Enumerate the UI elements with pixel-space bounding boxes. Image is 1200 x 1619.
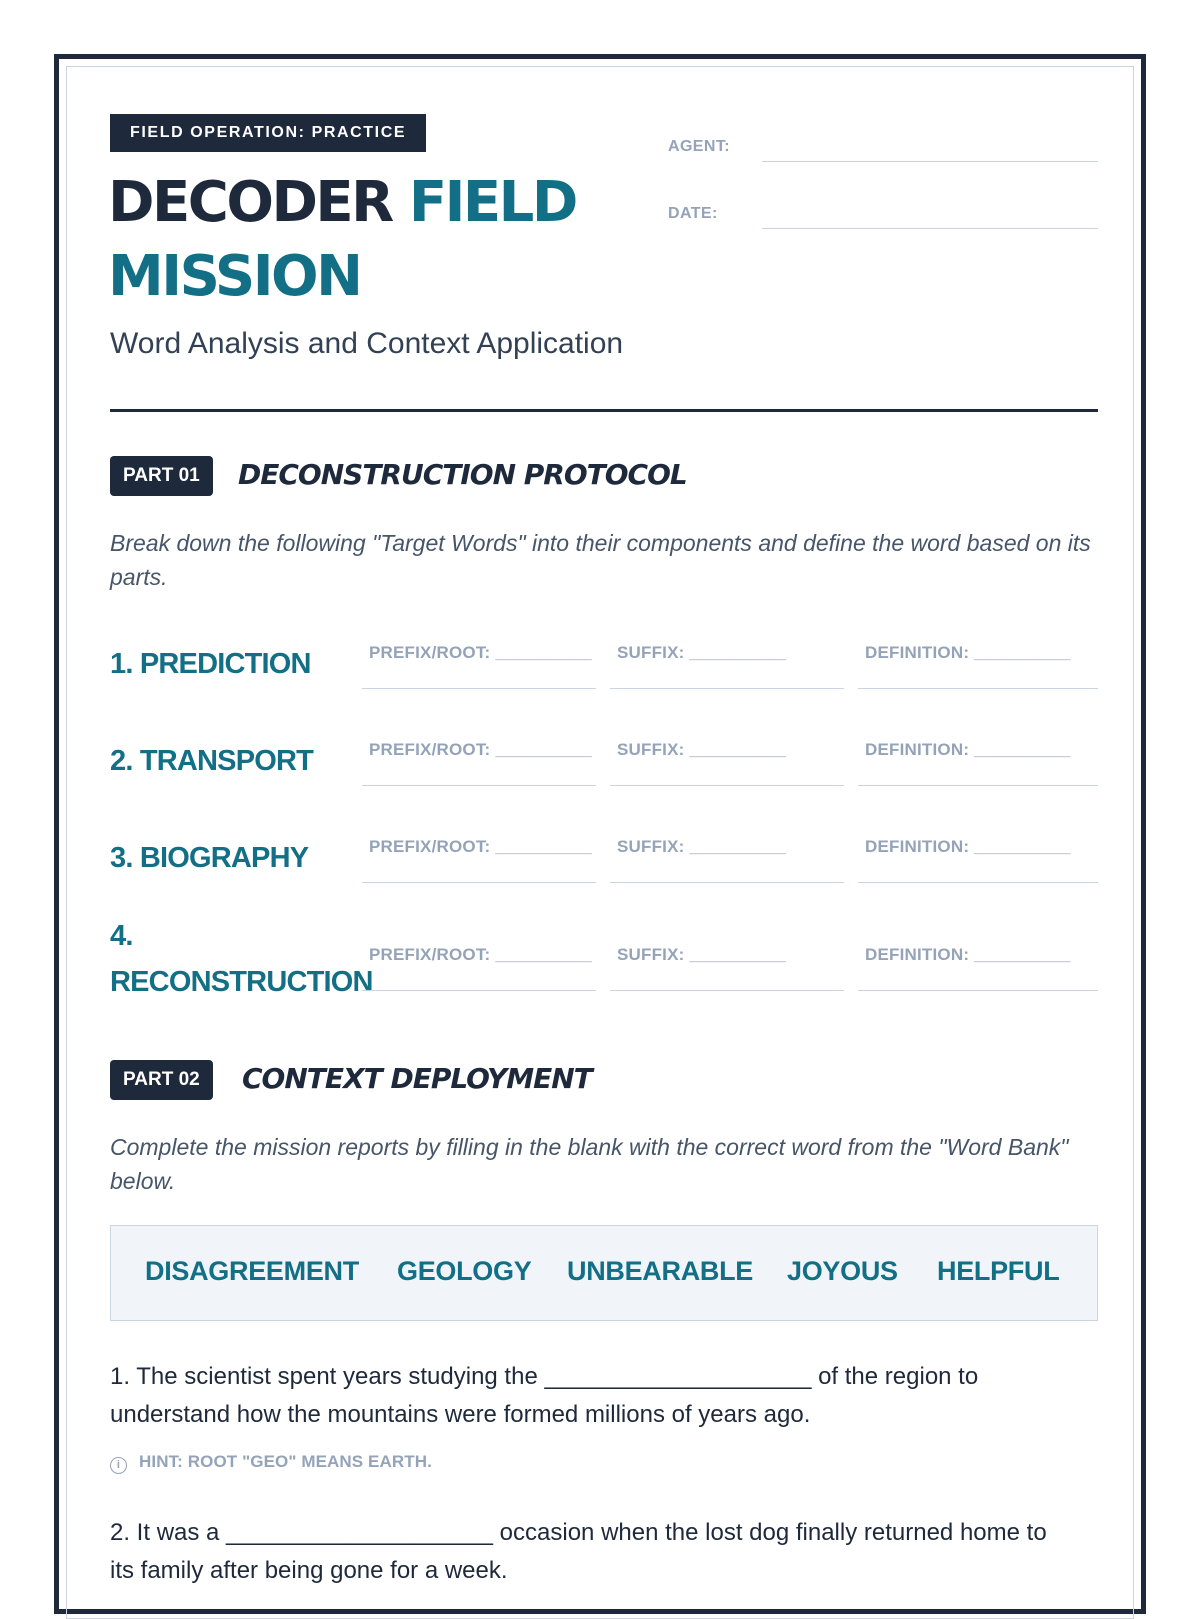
part-1-instructions: Break down the following "Target Words" into their components and define the word based on its parts. (110, 530, 1091, 590)
word-bank-item: GEOLOGY (397, 1256, 532, 1286)
word-row-2 (110, 725, 1098, 795)
operation-badge: FIELD OPERATION: PRACTICE (110, 114, 426, 152)
prefix-root-label: PREFIX/ROOT: __________ (369, 740, 592, 759)
info-icon: i (110, 1457, 127, 1474)
page-subtitle: Word Analysis and Context Application (110, 327, 624, 360)
prefix-root-field[interactable] (362, 725, 596, 786)
target-word: 4. RECONSTRUCTION (110, 920, 373, 998)
suffix-label: SUFFIX: __________ (617, 945, 786, 964)
word-bank (110, 1225, 1098, 1321)
prefix-root-label: PREFIX/ROOT: __________ (369, 945, 592, 964)
definition-label: DEFINITION: __________ (865, 643, 1071, 662)
prefix-root-field[interactable] (362, 822, 596, 883)
report-1-hint (110, 1452, 432, 1474)
agent-field[interactable] (668, 126, 1098, 162)
suffix-field[interactable] (610, 725, 844, 786)
target-word: 1. PREDICTION (110, 648, 311, 680)
definition-field[interactable] (858, 725, 1098, 786)
part-2-badge: PART 02 (110, 1060, 213, 1100)
word-row-3 (110, 822, 1098, 892)
word-row-4 (110, 913, 1098, 1011)
agent-input-line[interactable] (762, 161, 1098, 162)
definition-field[interactable] (858, 628, 1098, 689)
target-word: 3. BIOGRAPHY (110, 842, 309, 874)
target-word: 2. TRANSPORT (110, 745, 314, 777)
word-bank-item: HELPFUL (937, 1256, 1060, 1286)
word-bank-item: DISAGREEMENT (145, 1256, 359, 1286)
prefix-root-field[interactable] (362, 930, 596, 991)
definition-label: DEFINITION: __________ (865, 837, 1071, 856)
prefix-root-label: PREFIX/ROOT: __________ (369, 643, 592, 662)
part-2-title: CONTEXT DEPLOYMENT (242, 1062, 592, 1095)
agent-label: AGENT: (668, 138, 730, 155)
header-divider (110, 409, 1098, 412)
prefix-root-label: PREFIX/ROOT: __________ (369, 837, 592, 856)
suffix-field[interactable] (610, 628, 844, 689)
suffix-label: SUFFIX: __________ (617, 740, 786, 759)
page-title (108, 166, 668, 314)
part-1-badge: PART 01 (110, 456, 213, 496)
mission-report-2: 2. It was a ____________________ occasion when the lost dog finally returned home to its family after being gone for a week. (110, 1519, 1047, 1584)
word-row-1 (110, 628, 1098, 698)
suffix-label: SUFFIX: __________ (617, 837, 786, 856)
suffix-field[interactable] (610, 930, 844, 991)
definition-field[interactable] (858, 930, 1098, 991)
definition-label: DEFINITION: __________ (865, 740, 1071, 759)
date-label: DATE: (668, 205, 718, 222)
part-1-title: DECONSTRUCTION PROTOCOL (238, 458, 687, 491)
word-bank-item: UNBEARABLE (567, 1256, 754, 1286)
prefix-root-field[interactable] (362, 628, 596, 689)
title-part-1: DECODER (108, 170, 392, 235)
definition-field[interactable] (858, 822, 1098, 883)
date-field[interactable] (668, 193, 1098, 229)
suffix-field[interactable] (610, 822, 844, 883)
title-part-2: FIELD MISSION (108, 170, 576, 309)
word-bank-item: JOYOUS (787, 1256, 898, 1286)
part-2-instructions: Complete the mission reports by filling in the blank with the correct word from the "Word Bank" below. (110, 1134, 1069, 1194)
mission-report-1: 1. The scientist spent years studying the ____________________ of the region to understand how the mountains were formed millions of years ago. (110, 1363, 979, 1428)
hint-text: HINT: ROOT "GEO" MEANS EARTH. (139, 1452, 432, 1471)
date-input-line[interactable] (762, 228, 1098, 229)
definition-label: DEFINITION: __________ (865, 945, 1071, 964)
suffix-label: SUFFIX: __________ (617, 643, 786, 662)
